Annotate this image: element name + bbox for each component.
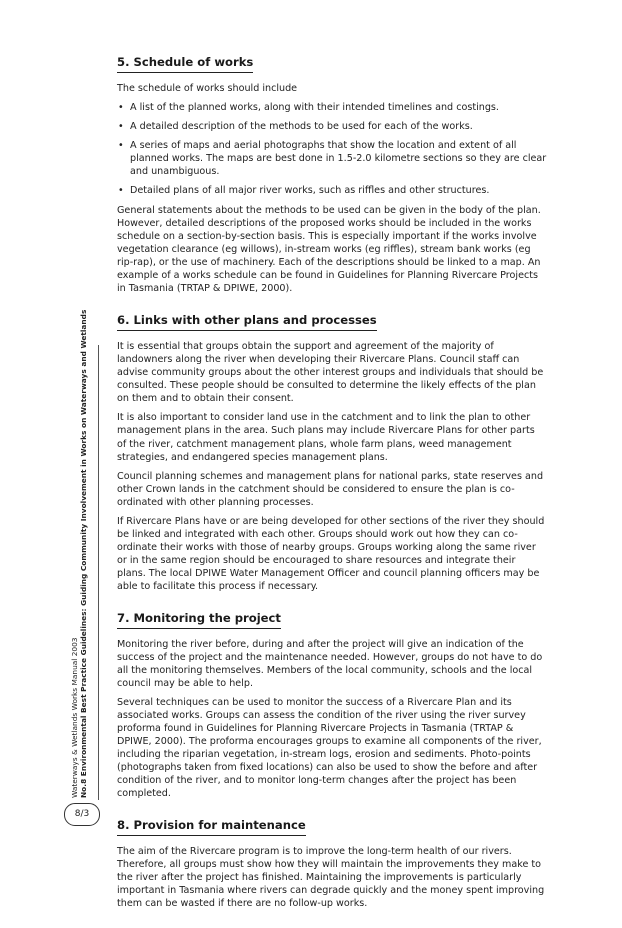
section-heading: 7. Monitoring the project — [117, 611, 281, 629]
paragraph: General statements about the methods to be used can be given in the body of the plan. However, detailed descriptions of the proposed works should be included in the works schedule on a section-by-section basis. This is especially important if the works involve vegetation clearance (eg willows), in-stream works (eg riffles), stream bank works (eg rip-rap), or the use of machinery. Each of the descriptions should be linked to a map. An example of a works schedule can be found in Guidelines for Planning Rivercare Projects in Tasmania (TRTAP & DPIWE, 2000). — [117, 205, 541, 295]
sidebar-running-title — [70, 309, 89, 798]
bullet-item: • A list of the planned works, along with their intended timelines and costings. — [117, 101, 547, 114]
guideline-title: No.8 Environmental Best Practice Guidelines: Guiding Community Involvement in Works on Waterways and Wetlands — [79, 309, 89, 798]
paragraph: Monitoring the river before, during and after the project will give an indication of the success of the project and the maintenance needed. However, groups do not have to do all the monitoring themselves. Members of the local community, schools and the local council may be able to help. — [117, 638, 543, 689]
bullet-item: • A series of maps and aerial photographs that show the location and extent of all planned works. The maps are best done in 1.5-2.0 kilometre sections so they are clear and unambiguous. — [117, 139, 547, 178]
paragraph: The aim of the Rivercare program is to improve the long-term health of our rivers. Therefore, all groups must show how they will maintain the improvements they make to the river after the project has finished. Maintaining the improvements is particularly important in Tasmania where rivers can degrade quickly and the money spent improving them can be wasted if there are no follow-up works. — [117, 846, 545, 910]
document-body — [117, 55, 547, 928]
section-intro: The schedule of works should include — [117, 82, 298, 94]
section-monitoring-the-project — [117, 611, 547, 800]
page-number-badge: 8/3 — [64, 803, 100, 826]
sidebar-divider — [98, 345, 99, 800]
paragraph: It is also important to consider land use in the catchment and to link the plan to other management plans in the area. Such plans may include Rivercare Plans for other parts of the river, catchment management plans, whole farm plans, weed management strategies, and endangered species management plans. — [117, 412, 535, 463]
bullet-item: • A detailed description of the methods to be used for each of the works. — [117, 120, 547, 133]
manual-title: Waterways & Wetlands Works Manual 2003 — [70, 637, 79, 798]
paragraph: Council planning schemes and management plans for national parks, state reserves and other Crown lands in the catchment should be considered to ensure the plan is co-ordinated with other planning processes. — [117, 470, 544, 508]
section-heading: 8. Provision for maintenance — [117, 818, 306, 836]
paragraph: If Rivercare Plans have or are being developed for other sections of the river they should be linked and integrated with each other. Groups should work out how they can co-ordinate their works with those of nearby groups. Groups working along the same river or in the same region should be encouraged to share resources and integrate their plans. The local DPIWE Water Management Officer and council planning officers may be able to facilitate this process if necessary. — [117, 515, 545, 592]
bullet-list — [117, 101, 547, 197]
section-links-with-other-plans — [117, 313, 547, 593]
paragraph: Several techniques can be used to monitor the success of a Rivercare Plan and its associated works. Groups can assess the condition of the river using the river survey proforma found in Guidelines for Planning Rivercare Projects in Tasmania (TRTAP & DPIWE, 2000). The proforma encourages groups to examine all components of the river, including the riparian vegetation, in-stream logs, erosion and sediments. Photo-points (photographs taken from fixed locations) can also be used to show the before and after condition of the river, and to monitor long-term changes after the project has been completed. — [117, 696, 542, 800]
bullet-item: • Detailed plans of all major river works, such as riffles and other structures. — [117, 184, 547, 197]
section-provision-for-maintenance — [117, 818, 547, 910]
section-schedule-of-works — [117, 55, 547, 295]
section-heading: 6. Links with other plans and processes — [117, 313, 377, 331]
section-heading: 5. Schedule of works — [117, 55, 253, 73]
paragraph: It is essential that groups obtain the support and agreement of the majority of landowners along the river when developing their Rivercare Plans. Council staff can advise community groups about the other interest groups and individuals that should be consulted. These people should be consulted to determine the likely effects of the plan on them and to obtain their consent. — [117, 341, 544, 405]
